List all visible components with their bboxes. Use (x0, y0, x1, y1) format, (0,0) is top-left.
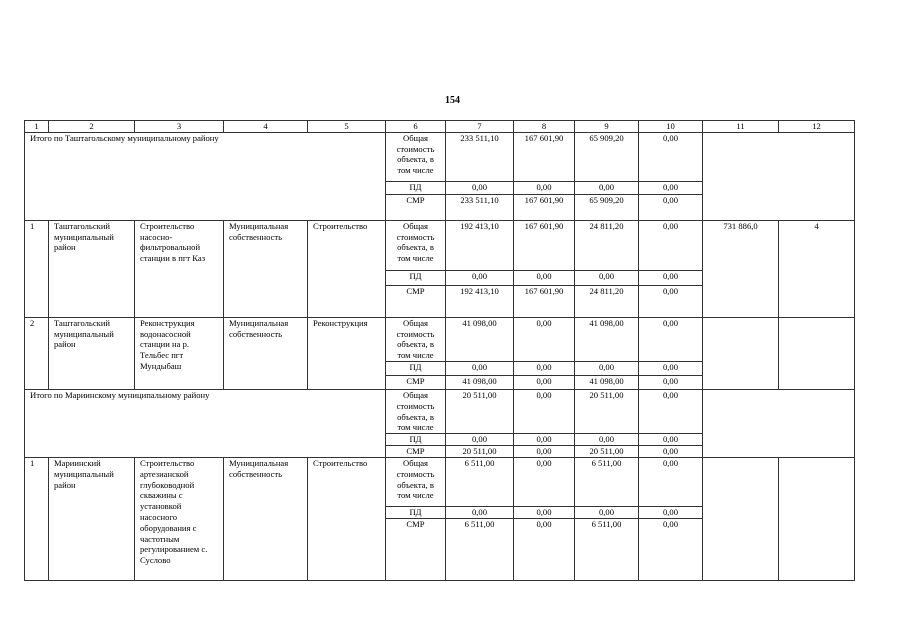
cost-type-label: Общая стоимость объекта, в том числе (386, 220, 446, 270)
ownership: Муниципальная собственность (224, 457, 308, 580)
value-cell: 0,00 (639, 457, 703, 506)
capacity-cell (703, 317, 779, 389)
capacity-cell (703, 457, 779, 580)
value-cell: 0,00 (639, 375, 703, 389)
value-cell: 0,00 (514, 434, 575, 446)
term-cell: 4 (779, 220, 855, 317)
header-cell-1: 1 (25, 121, 49, 133)
cost-type-label: Общая стоимость объекта, в том числе (386, 457, 446, 506)
table-row (25, 132, 855, 181)
cost-type-label: Общая стоимость объекта, в том числе (386, 317, 446, 361)
object-name: Строительство насосно-фильтровальной станции в пгт Каз (135, 220, 224, 317)
cost-type-label: Общая стоимость объекта, в том числе (386, 132, 446, 181)
term-cell (779, 457, 855, 580)
value-cell: 0,00 (639, 389, 703, 433)
value-cell: 41 098,00 (446, 375, 514, 389)
cost-type-label: СМР (386, 446, 446, 458)
district: Мариинский муниципальный район (49, 457, 135, 580)
value-cell: 0,00 (639, 285, 703, 317)
value-cell: 0,00 (639, 506, 703, 518)
value-cell: 0,00 (446, 181, 514, 194)
value-cell: 233 511,10 (446, 194, 514, 220)
value-cell: 0,00 (639, 181, 703, 194)
work-type: Строительство (308, 457, 386, 580)
value-cell: 167 601,90 (514, 220, 575, 270)
district: Таштагольский муниципальный район (49, 220, 135, 317)
value-cell: 0,00 (639, 317, 703, 361)
value-cell: 20 511,00 (575, 446, 639, 458)
total-label: Итого по Мариинскому муниципальному району (25, 389, 386, 457)
page-number: 154 (445, 95, 460, 106)
value-cell: 0,00 (514, 375, 575, 389)
item-number: 2 (25, 317, 49, 389)
header-cell-10: 10 (639, 121, 703, 133)
value-cell: 20 511,00 (446, 389, 514, 433)
table-row (25, 317, 855, 361)
cost-type-label: ПД (386, 270, 446, 285)
value-cell: 167 601,90 (514, 194, 575, 220)
table-row (25, 220, 855, 270)
value-cell: 0,00 (639, 518, 703, 580)
table-row (25, 389, 855, 433)
value-cell: 0,00 (639, 434, 703, 446)
value-cell: 0,00 (514, 389, 575, 433)
value-cell: 0,00 (446, 361, 514, 375)
header-cell-5: 5 (308, 121, 386, 133)
value-cell: 0,00 (575, 181, 639, 194)
cost-type-label: Общая стоимость объекта, в том числе (386, 389, 446, 433)
object-name: Реконструкция водонасосной станции на р. Тельбес пгт Мундыбаш (135, 317, 224, 389)
value-cell: 0,00 (514, 446, 575, 458)
work-type: Строительство (308, 220, 386, 317)
item-number: 1 (25, 220, 49, 317)
value-cell: 192 413,10 (446, 285, 514, 317)
cost-type-label: ПД (386, 506, 446, 518)
ownership: Муниципальная собственность (224, 220, 308, 317)
term-cell (779, 317, 855, 389)
cost-type-label: СМР (386, 375, 446, 389)
value-cell: 24 811,20 (575, 220, 639, 270)
total-label: Итого по Таштагольскому муниципальному району (25, 132, 386, 220)
cost-type-label: ПД (386, 434, 446, 446)
value-cell: 0,00 (514, 518, 575, 580)
value-cell: 167 601,90 (514, 132, 575, 181)
value-cell: 0,00 (514, 506, 575, 518)
table-row (25, 457, 855, 506)
value-cell: 65 909,20 (575, 194, 639, 220)
cost-type-label: ПД (386, 181, 446, 194)
value-cell: 0,00 (514, 181, 575, 194)
budget-table (24, 120, 855, 581)
value-cell: 0,00 (575, 361, 639, 375)
ownership: Муниципальная собственность (224, 317, 308, 389)
value-cell: 0,00 (514, 457, 575, 506)
cost-type-label: СМР (386, 194, 446, 220)
item-number: 1 (25, 457, 49, 580)
work-type: Реконструкция (308, 317, 386, 389)
cost-type-label: СМР (386, 285, 446, 317)
value-cell: 0,00 (446, 506, 514, 518)
cost-type-label: СМР (386, 518, 446, 580)
value-cell: 6 511,00 (575, 518, 639, 580)
value-cell: 6 511,00 (446, 518, 514, 580)
header-cell-8: 8 (514, 121, 575, 133)
header-cell-12: 12 (779, 121, 855, 133)
object-name: Строительство артезианской глубоководной скважины с установкой насосного оборудования с частотным регулированием с. Суслово (135, 457, 224, 580)
header-cell-7: 7 (446, 121, 514, 133)
header-cell-4: 4 (224, 121, 308, 133)
value-cell: 6 511,00 (446, 457, 514, 506)
district: Таштагольский муниципальный район (49, 317, 135, 389)
value-cell: 0,00 (514, 317, 575, 361)
value-cell: 0,00 (639, 361, 703, 375)
value-cell: 0,00 (639, 446, 703, 458)
value-cell: 0,00 (514, 361, 575, 375)
value-cell: 0,00 (514, 270, 575, 285)
value-cell: 20 511,00 (575, 389, 639, 433)
header-cell-2: 2 (49, 121, 135, 133)
value-cell: 6 511,00 (575, 457, 639, 506)
value-cell: 0,00 (639, 220, 703, 270)
value-cell: 0,00 (575, 434, 639, 446)
capacity-cell: 731 886,0 (703, 220, 779, 317)
value-cell: 0,00 (575, 270, 639, 285)
empty-cell (703, 132, 855, 220)
header-cell-3: 3 (135, 121, 224, 133)
value-cell: 0,00 (446, 270, 514, 285)
header-row (25, 121, 855, 133)
value-cell: 0,00 (575, 506, 639, 518)
value-cell: 65 909,20 (575, 132, 639, 181)
value-cell: 0,00 (639, 132, 703, 181)
header-cell-9: 9 (575, 121, 639, 133)
value-cell: 41 098,00 (575, 317, 639, 361)
value-cell: 167 601,90 (514, 285, 575, 317)
value-cell: 0,00 (446, 434, 514, 446)
value-cell: 41 098,00 (575, 375, 639, 389)
value-cell: 0,00 (639, 270, 703, 285)
value-cell: 0,00 (639, 194, 703, 220)
value-cell: 192 413,10 (446, 220, 514, 270)
empty-cell (703, 389, 855, 457)
header-cell-6: 6 (386, 121, 446, 133)
value-cell: 24 811,20 (575, 285, 639, 317)
value-cell: 20 511,00 (446, 446, 514, 458)
header-cell-11: 11 (703, 121, 779, 133)
value-cell: 233 511,10 (446, 132, 514, 181)
value-cell: 41 098,00 (446, 317, 514, 361)
cost-type-label: ПД (386, 361, 446, 375)
